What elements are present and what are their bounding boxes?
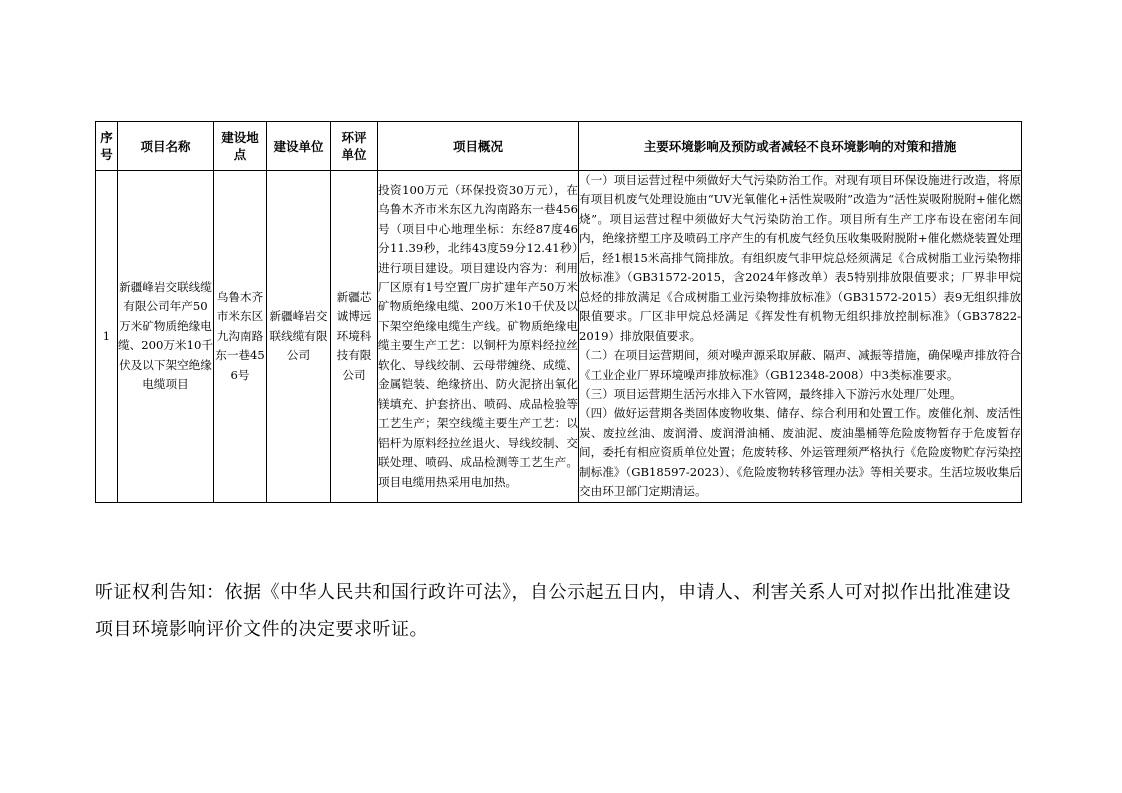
hearing-notice-text: 听证权利告知：依据《中华人民共和国行政许可法》，自公示起五日内，申请人、利害关系人可对拟作出批准建设项目环境影响评价文件的决定要求听证。	[95, 582, 1011, 640]
table-header-row	[96, 122, 1022, 171]
row-construction-unit: 新疆峰岩交联线缆有限公司	[267, 171, 331, 503]
project-table	[95, 121, 1022, 503]
header-no: 序号	[96, 122, 118, 171]
row-eia-unit: 新疆芯诚博远环境科技有限公司	[331, 171, 378, 503]
measure-air: （一）项目运营过程中须做好大气污染防治工作。对现有项目环保设施进行改造，将原有项目机废气处理设施由“UV光氧催化+活性炭吸附”改造为“活性炭吸附脱附+催化燃烧”。项目运营过程中须做好大气污染防治工作。项目所有生产工序布设在密闭车间内，绝缘挤塑工序及喷码工序产生的有机废气经负压收集吸附脱附+催化燃烧装置处理后，经1根15米高排气筒排放。有组织废气非甲烷总烃须满足《合成树脂工业污染物排放标准》（GB31572-2015，含2024年修改单）表5特别排放限值要求；厂界非甲烷总烃的排放满足《合成树脂工业污染物排放标准》（GB31572-2015）表9无组织排放限值要求。厂区非甲烷总烃满足《挥发性有机物无组织排放控制标准》（GB37822-2019）排放限值要求。	[579, 173, 1021, 343]
row-project-name: 新疆峰岩交联线缆有限公司年产50万米矿物质绝缘电缆、200万米10千伏及以下架空绝缘电缆项目	[118, 171, 214, 503]
header-construction-unit: 建设单位	[267, 122, 331, 171]
table-row	[96, 171, 1022, 503]
row-no: 1	[96, 171, 118, 503]
row-location: 乌鲁木齐市米东区九沟南路东一巷456号	[214, 171, 267, 503]
measure-wastewater: （三）项目运营期生活污水排入下水管网，最终排入下游污水处理厂处理。	[579, 386, 962, 401]
row-measures	[579, 171, 1022, 503]
header-eia-unit: 环评单位	[331, 122, 378, 171]
overview-text: 投资100万元（环保投资30万元），在乌鲁木齐市米东区九沟南路东一巷456号（项目中心地理坐标：东经87度46分11.39秒，北纬43度59分12.41秒）进行项目建设。项目建设内容为：利用厂区原有1号空置厂房扩建年产50万米矿物质绝缘电缆、200万米10千伏及以下架空绝缘电缆生产线。矿物质绝缘电缆主要生产工艺：以铜杆为原料经拉丝软化、导线绞制、云母带缠绕、成缆、金属铠装、绝缘挤出、防火泥挤出氧化镁填充、护套挤出、喷码、成品检验等工艺生产；架空线缆主要生产工艺：以铝杆为原料经拉丝退火、导线绞制、交联处理、喷码、成品检测等工艺生产。项目电缆用热采用电加热。	[378, 182, 578, 489]
measure-noise: （二）在项目运营期间，须对噪声源采取屏蔽、隔声、减振等措施，确保噪声排放符合《工业企业厂界环境噪声排放标准》（GB12348-2008）中3类标准要求。	[579, 348, 1021, 382]
measure-solid-waste: （四）做好运营期各类固体废物收集、储存、综合利用和处置工作。废催化剂、废活性炭、废拉丝油、废润滑、废润滑油桶、废油泥、废油墨桶等危险废物暂存于危废暂存间，委托有相应资质单位处置；危废转移、外运管理须严格执行《危险废物贮存污染控制标准》（GB18597-2023）、《危险废物转移管理办法》等相关要求。生活垃圾收集后交由环卫部门定期清运。	[579, 406, 1021, 499]
hearing-notice	[95, 574, 1025, 648]
header-project-name: 项目名称	[118, 122, 214, 171]
header-location: 建设地点	[214, 122, 267, 171]
row-overview	[378, 171, 579, 503]
header-measures: 主要环境影响及预防或者减轻不良环境影响的对策和措施	[579, 122, 1022, 171]
header-overview: 项目概况	[378, 122, 579, 171]
